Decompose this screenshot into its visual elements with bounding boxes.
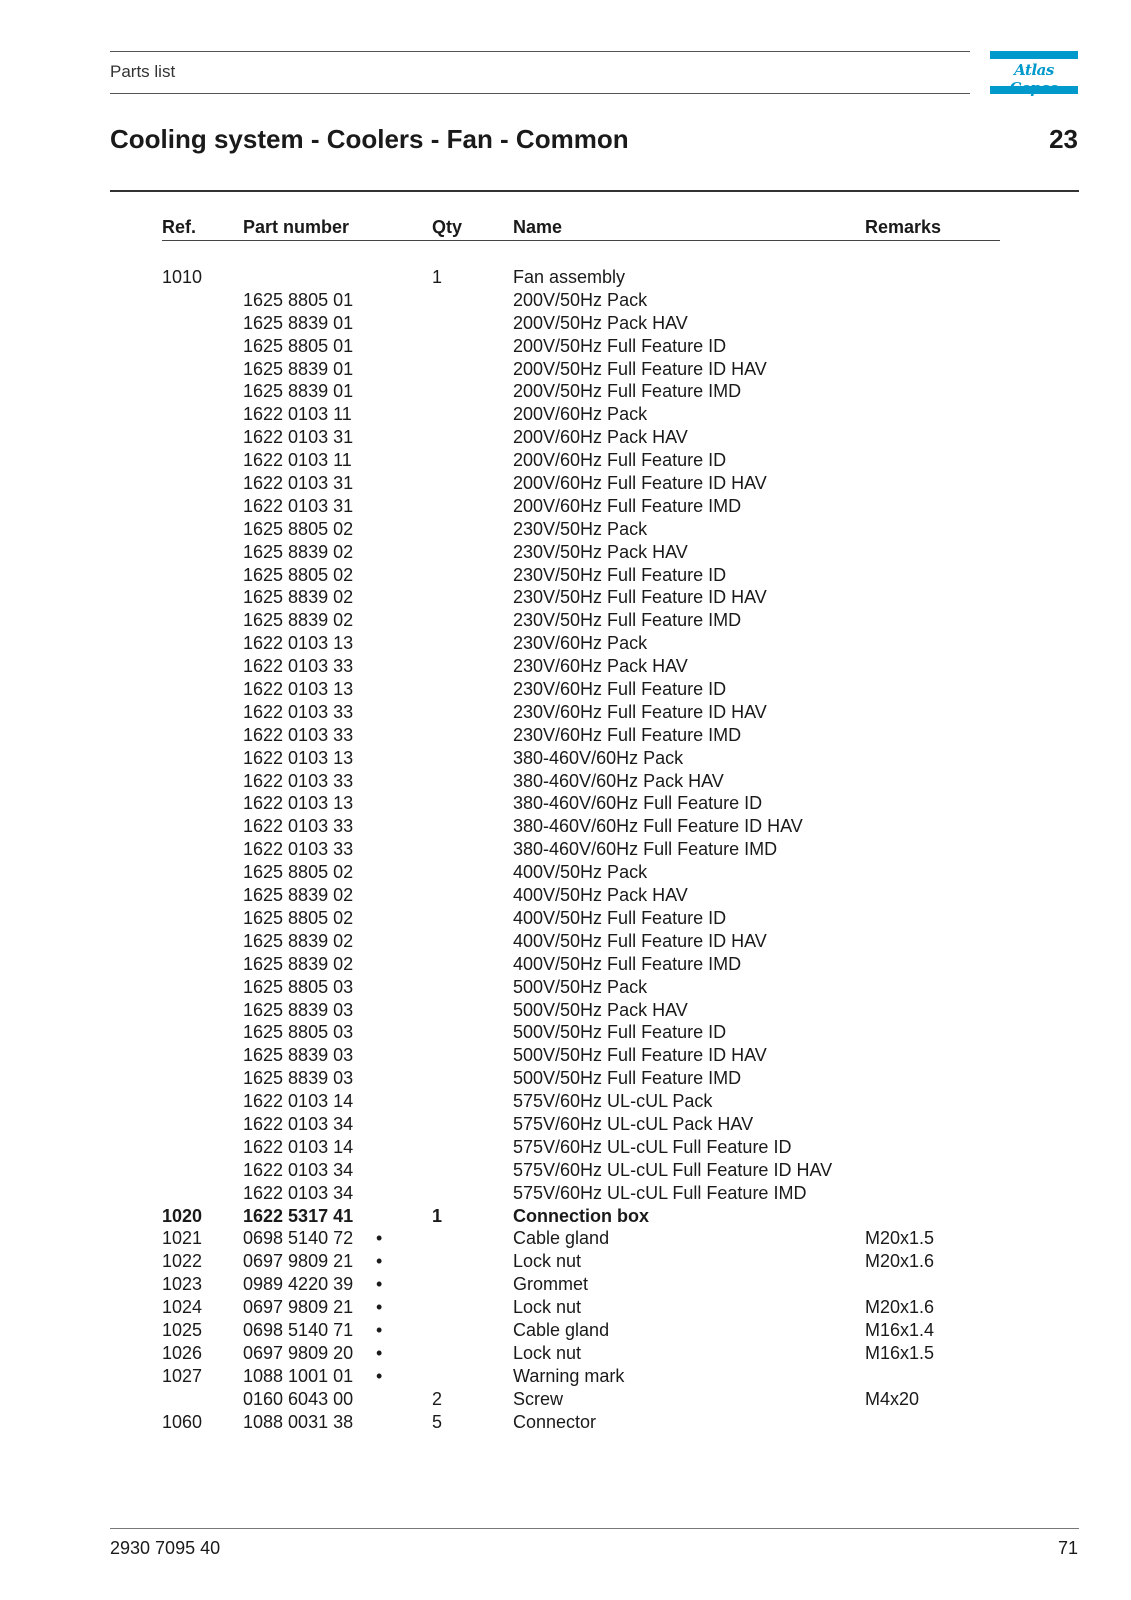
table-row [0,609,1131,632]
set-marker-cell: • [376,1228,383,1249]
table-row [0,930,1131,953]
part-number-cell: 1088 1001 01 [243,1365,354,1386]
footer-rule [110,1528,1079,1529]
table-row [0,1136,1131,1159]
table-row [0,289,1131,312]
qty-cell: 5 [432,1411,443,1432]
part-number-cell: 1625 8839 02 [243,885,354,906]
table-row [0,403,1131,426]
table-row [0,1021,1131,1044]
table-row [0,815,1131,838]
name-cell: 500V/50Hz Pack [513,976,648,997]
remarks-cell: M20x1.5 [865,1228,935,1249]
table-row [0,1342,1131,1365]
part-number-cell: 1625 8839 02 [243,610,354,631]
part-number-cell: 0697 9809 20 [243,1342,354,1363]
header-label: Parts list [110,62,176,81]
part-number-cell: 1622 0103 33 [243,656,354,677]
table-row [0,1067,1131,1090]
part-number-cell: 1625 8805 03 [243,1022,354,1043]
part-number-cell: 0697 9809 21 [243,1297,354,1318]
name-cell: 230V/50Hz Full Feature IMD [513,610,742,631]
table-row [0,678,1131,701]
ref-cell: 1010 [162,267,203,287]
table-row [0,1044,1131,1067]
name-cell: Cable gland [513,1228,610,1249]
table-row [0,1090,1131,1113]
name-cell: 380-460V/60Hz Pack HAV [513,770,724,791]
logo-text: Atlas [1014,61,1054,79]
name-cell: 230V/60Hz Pack HAV [513,656,688,677]
ref-cell: 1026 [162,1342,203,1363]
part-number-cell: 1088 0031 38 [243,1411,354,1432]
part-number-cell: 1625 8805 03 [243,976,354,997]
part-number-cell: 1622 0103 13 [243,633,354,654]
table-row [0,586,1131,609]
remarks-cell: M20x1.6 [865,1297,935,1318]
name-cell: 400V/50Hz Pack HAV [513,885,688,906]
name-cell: 230V/50Hz Pack HAV [513,541,688,562]
name-cell: 575V/60Hz UL-cUL Full Feature IMD [513,1182,807,1203]
part-number-cell: 1625 8839 02 [243,541,354,562]
table-row [0,655,1131,678]
part-number-cell: 1625 8839 02 [243,930,354,951]
part-number-cell: 1625 8805 02 [243,518,354,539]
part-number-cell: 1625 8805 02 [243,907,354,928]
table-row [0,976,1131,999]
part-number-cell: 1622 0103 31 [243,473,354,494]
name-cell: 230V/50Hz Pack [513,518,648,539]
parts-table [0,266,1131,1433]
name-cell: 500V/50Hz Pack HAV [513,999,688,1020]
column-header-part-number: Part number [243,217,350,237]
qty-cell: 1 [432,1205,443,1226]
table-row [0,884,1131,907]
set-marker-cell: • [376,1365,383,1386]
column-header-rule [162,240,1000,241]
part-number-cell: 1622 0103 34 [243,1182,354,1203]
part-number-cell: 1622 0103 31 [243,495,354,516]
table-row [0,861,1131,884]
name-cell: 400V/50Hz Full Feature ID [513,907,727,928]
brand-logo [990,51,1078,94]
name-cell: 230V/60Hz Full Feature ID HAV [513,701,767,722]
table-row [0,518,1131,541]
name-cell: 200V/50Hz Pack [513,289,648,310]
name-cell: 575V/60Hz UL-cUL Pack [513,1091,713,1112]
name-cell: Connector [513,1411,597,1432]
name-cell: Warning mark [513,1365,625,1386]
name-cell: 230V/60Hz Pack [513,633,648,654]
table-row [0,1273,1131,1296]
remarks-cell: M20x1.6 [865,1251,935,1272]
table-row [0,999,1131,1022]
ref-cell: 1023 [162,1274,203,1295]
part-number-cell: 1625 8839 01 [243,358,354,379]
part-number-cell: 0698 5140 71 [243,1319,354,1340]
part-number-cell: 1625 8805 02 [243,862,354,883]
table-row [0,770,1131,793]
name-cell: 200V/50Hz Full Feature ID [513,335,727,356]
part-number-cell: 1625 8839 03 [243,999,354,1020]
name-cell: 380-460V/60Hz Pack [513,747,684,768]
part-number-cell: 1622 5317 41 [243,1205,354,1226]
name-cell: 380-460V/60Hz Full Feature ID HAV [513,816,803,837]
column-header-ref: Ref. [162,217,197,237]
ref-cell: 1024 [162,1297,203,1318]
part-number-cell: 1622 0103 34 [243,1113,354,1134]
column-header-qty: Qty [432,217,463,237]
name-cell: 200V/60Hz Full Feature ID [513,450,727,471]
name-cell: 380-460V/60Hz Full Feature IMD [513,839,778,860]
ref-cell: 1027 [162,1365,203,1386]
table-row [0,632,1131,655]
table-row [0,1227,1131,1250]
name-cell: 500V/50Hz Full Feature ID [513,1022,727,1043]
table-row [0,701,1131,724]
table-row [0,426,1131,449]
footer-page-number: 71 [1057,1538,1078,1558]
qty-cell: 2 [432,1388,443,1409]
table-row [0,1159,1131,1182]
part-number-cell: 1625 8805 01 [243,335,354,356]
table-row [0,1250,1131,1273]
part-number-cell: 1622 0103 33 [243,701,354,722]
name-cell: Screw [513,1388,564,1409]
name-cell: 380-460V/60Hz Full Feature ID [513,793,763,814]
page-title: Cooling system - Coolers - Fan - Common [110,124,629,154]
name-cell: Cable gland [513,1319,610,1340]
name-cell: 575V/60Hz UL-cUL Pack HAV [513,1113,754,1134]
table-row [0,472,1131,495]
table-row [0,449,1131,472]
set-marker-cell: • [376,1319,383,1340]
table-row [0,953,1131,976]
table-row [0,907,1131,930]
name-cell: 200V/50Hz Pack HAV [513,312,688,333]
name-cell: 230V/50Hz Full Feature ID [513,564,727,585]
part-number-cell: 1622 0103 33 [243,816,354,837]
name-cell: Grommet [513,1274,589,1295]
part-number-cell: 1622 0103 34 [243,1159,354,1180]
remarks-cell: M16x1.5 [865,1342,935,1363]
table-row [0,1388,1131,1411]
part-number-cell: 1625 8839 03 [243,1045,354,1066]
name-cell: 200V/50Hz Full Feature IMD [513,381,742,402]
name-cell: 575V/60Hz UL-cUL Full Feature ID [513,1136,792,1157]
part-number-cell: 1622 0103 33 [243,839,354,860]
name-cell: 230V/60Hz Full Feature ID [513,679,727,700]
set-marker-cell: • [376,1297,383,1318]
table-row [0,1319,1131,1342]
part-number-cell: 1622 0103 33 [243,770,354,791]
set-marker-cell: • [376,1342,383,1363]
column-header-name: Name [513,217,563,237]
set-marker-cell: • [376,1251,383,1272]
table-row [0,792,1131,815]
part-number-cell: 1625 8805 02 [243,564,354,585]
logo-bar-bottom [990,86,1078,94]
ref-cell: 1025 [162,1319,203,1340]
part-number-cell: 1625 8805 01 [243,289,354,310]
name-cell: 200V/60Hz Full Feature ID HAV [513,473,767,494]
logo-bar-top [990,51,1078,59]
name-cell: Lock nut [513,1342,582,1363]
part-number-cell: 0160 6043 00 [243,1388,354,1409]
table-row [0,564,1131,587]
name-cell: 400V/50Hz Full Feature ID HAV [513,930,767,951]
name-cell: 200V/60Hz Full Feature IMD [513,495,742,516]
name-cell: Fan assembly [513,267,626,287]
table-row [0,1411,1131,1434]
part-number-cell: 1622 0103 11 [243,450,352,471]
header-rule-bottom [110,93,970,94]
remarks-cell: M4x20 [865,1388,920,1409]
table-row [0,358,1131,381]
table-row [0,380,1131,403]
part-number-cell: 1622 0103 31 [243,427,354,448]
name-cell: 575V/60Hz UL-cUL Full Feature ID HAV [513,1159,833,1180]
part-number-cell: 0697 9809 21 [243,1251,354,1272]
part-number-cell: 0698 5140 72 [243,1228,354,1249]
header-rule-top [110,51,970,52]
table-row [0,1296,1131,1319]
footer-doc-number: 2930 7095 40 [110,1538,221,1558]
part-number-cell: 0989 4220 39 [243,1274,354,1295]
table-row [0,541,1131,564]
name-cell: 200V/60Hz Pack HAV [513,427,688,448]
name-cell: Lock nut [513,1251,582,1272]
name-cell: 400V/50Hz Full Feature IMD [513,953,742,974]
table-row [0,1113,1131,1136]
part-number-cell: 1622 0103 11 [243,404,352,425]
title-rule [110,190,1079,192]
ref-cell: 1022 [162,1251,203,1272]
name-cell: Connection box [513,1205,649,1226]
part-number-cell: 1625 8839 01 [243,312,354,333]
table-row [0,1205,1131,1228]
name-cell: 200V/60Hz Pack [513,404,648,425]
part-number-cell: 1622 0103 33 [243,724,354,745]
table-row [0,838,1131,861]
part-number-cell: 1622 0103 13 [243,793,354,814]
ref-cell: 1020 [162,1205,203,1226]
set-marker-cell: • [376,1274,383,1295]
part-number-cell: 1622 0103 13 [243,679,354,700]
ref-cell: 1060 [162,1411,203,1432]
table-row [0,335,1131,358]
part-number-cell: 1625 8839 01 [243,381,354,402]
table-row [0,1365,1131,1388]
part-number-cell: 1622 0103 14 [243,1136,354,1157]
name-cell: Lock nut [513,1297,582,1318]
name-cell: 200V/50Hz Full Feature ID HAV [513,358,767,379]
section-number: 23 [1049,124,1078,154]
name-cell: 400V/50Hz Pack [513,862,648,883]
part-number-cell: 1622 0103 13 [243,747,354,768]
remarks-cell: M16x1.4 [865,1319,935,1340]
name-cell: 500V/50Hz Full Feature IMD [513,1068,742,1089]
table-row [0,724,1131,747]
part-number-cell: 1625 8839 02 [243,587,354,608]
part-number-cell: 1622 0103 14 [243,1091,354,1112]
table-row [0,312,1131,335]
name-cell: 230V/50Hz Full Feature ID HAV [513,587,767,608]
name-cell: 500V/50Hz Full Feature ID HAV [513,1045,767,1066]
table-row [0,495,1131,518]
qty-cell: 1 [432,267,443,287]
table-row [0,1182,1131,1205]
part-number-cell: 1625 8839 03 [243,1068,354,1089]
part-number-cell: 1625 8839 02 [243,953,354,974]
table-row [0,747,1131,770]
ref-cell: 1021 [162,1228,203,1249]
table-row [0,266,1131,289]
column-header-remarks: Remarks [865,217,942,237]
name-cell: 230V/60Hz Full Feature IMD [513,724,742,745]
